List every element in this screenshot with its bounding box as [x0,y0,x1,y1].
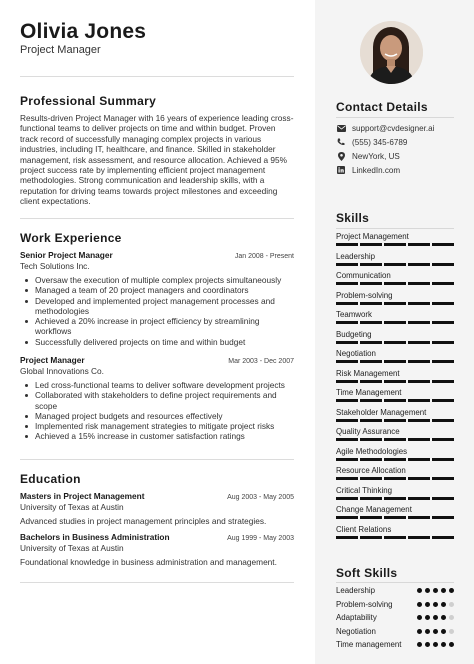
skill-level-segment [432,477,454,480]
skill-level-segment [336,321,358,324]
skill-level-segment [432,263,454,266]
skill-level-segment [408,263,430,266]
rating-dot [425,629,430,634]
skill-level-segment [360,438,382,441]
divider [336,582,454,583]
skill-level-segment [360,302,382,305]
contact-text: NewYork, US [352,151,400,161]
skill-level-bar [336,438,454,441]
skill-item [336,525,454,545]
contact-text: support@cvdesigner.ai [352,123,435,133]
skill-label: Problem-solving [336,290,393,300]
skill-level-segment [408,282,430,285]
email-icon [336,123,346,133]
skill-level-segment [384,458,406,461]
skill-label: Change Management [336,505,412,514]
skill-level-segment [432,438,454,441]
skill-level-segment [384,263,406,266]
skill-level-bar [336,263,454,266]
skill-level-segment [408,360,430,363]
soft-skill-item [336,586,454,600]
skill-level-segment [360,419,382,422]
skill-level-segment [384,321,406,324]
rating-dot [449,602,454,607]
skill-item [336,486,454,506]
contact-linkedin[interactable] [336,163,454,177]
soft-skill-rating [417,615,454,620]
skills-list [336,232,454,544]
bullet-item: Implemented risk management strategies to mitigate project risks [20,421,294,431]
rating-dot [441,642,446,647]
rating-dot [433,629,438,634]
job-entry [20,355,294,442]
skill-level-segment [360,321,382,324]
rating-dot [425,602,430,607]
skill-level-segment [384,360,406,363]
skill-label: Stakeholder Management [336,407,427,417]
skill-level-segment [360,360,382,363]
education-description: Foundational knowledge in business administration and management. [20,557,277,567]
rating-dot [417,629,422,634]
skill-level-bar [336,477,454,480]
rating-dot [417,642,422,647]
skills-heading: Skills [336,211,370,225]
skill-item [336,447,454,467]
divider [20,582,294,583]
skill-level-segment [360,341,382,344]
skill-level-segment [336,282,358,285]
skill-level-segment [384,380,406,383]
skill-level-segment [384,243,406,246]
contact-text: LinkedIn.com [352,165,401,175]
skill-level-bar [336,282,454,285]
education-date: Aug 2003 - May 2005 [227,494,294,501]
skill-item [336,388,454,408]
skill-level-segment [360,263,382,266]
skill-level-segment [360,380,382,383]
skill-label: Resource Allocation [336,466,406,475]
skill-label: Teamwork [336,310,372,319]
skill-level-segment [360,536,382,539]
skill-level-bar [336,536,454,539]
rating-dot [417,615,422,620]
soft-skill-item [336,600,454,614]
soft-skill-label: Problem-solving [336,599,393,609]
bullet-item: Led cross-functional teams to deliver software development projects [20,380,294,390]
skill-level-segment [360,458,382,461]
skill-level-segment [384,536,406,539]
rating-dot [449,615,454,620]
summary-text: Results-driven Project Manager with 16 years of experience leading cross-functional teams to deliver projects on time and within budget. Proven track record of successfully managing complex projects in various industries, including IT, healthcare, and finance. Skilled in stakeholder management, risk assessment, and resource allocation. Achieved a 95% project success rate by implementing efficient project management methodologies. Strong communication and leadership skills, with a reputation for driving teams towards project milestones and exceeding client expectations. [20,113,294,207]
skill-item [336,349,454,369]
skill-level-segment [384,477,406,480]
skill-level-segment [384,516,406,519]
rating-dot [441,629,446,634]
skill-level-segment [360,497,382,500]
skill-level-segment [408,477,430,480]
linkedin-icon [336,165,346,175]
soft-skill-item [336,627,454,641]
job-bullets [20,275,294,347]
degree: Masters in Project Management [20,491,145,501]
skill-level-segment [432,380,454,383]
skill-level-segment [408,302,430,305]
skill-level-bar [336,341,454,344]
education-date: Aug 1999 - May 2003 [227,535,294,542]
skill-level-segment [336,497,358,500]
skill-level-segment [432,458,454,461]
skill-level-segment [408,380,430,383]
skill-level-segment [432,497,454,500]
phone-icon [336,137,346,147]
contact-phone[interactable] [336,135,454,149]
skill-label: Time Management [336,388,402,397]
rating-dot [449,642,454,647]
skill-level-segment [408,321,430,324]
skill-label: Critical Thinking [336,485,392,495]
skill-level-bar [336,399,454,402]
skill-level-segment [432,282,454,285]
job-date: Jan 2008 - Present [234,253,294,260]
education-description: Advanced studies in project management principles and strategies. [20,516,267,526]
soft-skill-label: Leadership [336,586,376,595]
profile-photo [360,21,423,84]
skill-label: Budgeting [336,329,372,339]
rating-dot [449,588,454,593]
skill-level-segment [360,477,382,480]
skill-level-bar [336,497,454,500]
job-date: Mar 2003 - Dec 2007 [228,358,294,365]
skill-level-segment [336,477,358,480]
skill-level-segment [408,497,430,500]
divider [20,218,294,219]
skill-level-segment [360,243,382,246]
skill-level-segment [336,380,358,383]
rating-dot [441,615,446,620]
skill-level-segment [432,399,454,402]
skill-item [336,310,454,330]
degree: Bachelors in Business Administration [20,532,170,542]
soft-skills-list [336,586,454,654]
education-entry [20,532,294,567]
school: University of Texas at Austin [20,502,124,512]
soft-skill-label: Adaptability [336,613,377,623]
skill-level-segment [408,458,430,461]
contact-email[interactable] [336,121,454,135]
bullet-item: Oversaw the execution of multiple complex projects simultaneously [20,275,294,285]
bullet-item: Achieved a 20% increase in project efficiency by streamlining workflows [20,316,294,337]
rating-dot [433,642,438,647]
skill-level-segment [432,419,454,422]
rating-dot [417,602,422,607]
skill-level-segment [336,419,358,422]
skill-level-segment [408,419,430,422]
divider [20,76,294,77]
soft-skill-label: Negotiation [336,626,376,636]
contact-list [336,121,454,177]
divider [20,459,294,460]
bullet-item: Collaborated with stakeholders to define project requirements and scope [20,390,294,411]
skill-level-segment [360,399,382,402]
bullet-item: Successfully delivered projects on time and within budget [20,337,294,347]
candidate-title: Project Manager [20,44,101,56]
skill-level-bar [336,380,454,383]
skill-label: Risk Management [336,368,400,378]
skill-level-segment [408,243,430,246]
contact-text: (555) 345-6789 [352,137,408,147]
bullet-item: Managed a team of 20 project managers and coordinators [20,285,294,295]
skill-level-segment [360,516,382,519]
job-company: Tech Solutions Inc. [20,261,90,271]
rating-dot [449,629,454,634]
skill-item [336,408,454,428]
skill-item [336,291,454,311]
skill-item [336,427,454,447]
skill-label: Negotiation [336,349,376,358]
bullet-item: Managed project budgets and resources effectively [20,411,294,421]
skill-item [336,466,454,486]
skill-level-segment [384,497,406,500]
soft-skills-heading: Soft Skills [336,566,398,580]
skill-level-bar [336,516,454,519]
soft-skill-rating [417,588,454,593]
skill-level-segment [336,263,358,266]
skill-level-segment [408,438,430,441]
skill-level-segment [336,458,358,461]
contact-heading: Contact Details [336,100,428,114]
skill-item [336,330,454,350]
skill-level-bar [336,419,454,422]
bullet-item: Achieved a 15% increase in customer satisfaction ratings [20,431,294,441]
rating-dot [417,588,422,593]
job-entry [20,250,294,347]
skill-level-segment [432,360,454,363]
divider [336,117,454,118]
skill-level-segment [432,302,454,305]
skill-level-segment [336,438,358,441]
location-icon [336,151,346,161]
soft-skill-label: Time management [336,640,402,650]
skill-level-bar [336,458,454,461]
skill-level-segment [408,399,430,402]
bullet-item: Developed and implemented project management processes and methodologies [20,296,294,317]
skill-level-bar [336,321,454,324]
skill-item [336,232,454,252]
experience-heading: Work Experience [20,231,122,245]
education-heading: Education [20,472,81,486]
skill-level-segment [408,341,430,344]
skill-level-segment [432,516,454,519]
skill-level-segment [408,516,430,519]
skill-label: Leadership [336,251,376,261]
candidate-name: Olivia Jones [20,20,147,43]
job-title: Senior Project Manager [20,250,113,260]
skill-level-segment [336,302,358,305]
rating-dot [433,615,438,620]
skill-label: Client Relations [336,524,392,534]
school: University of Texas at Austin [20,543,124,553]
skill-level-bar [336,360,454,363]
skill-level-bar [336,302,454,305]
skill-item [336,271,454,291]
skill-level-segment [360,282,382,285]
skill-level-segment [432,243,454,246]
skill-level-segment [384,419,406,422]
skill-label: Project Management [336,232,409,241]
rating-dot [425,615,430,620]
divider [336,228,454,229]
skill-level-segment [336,399,358,402]
soft-skill-rating [417,602,454,607]
skill-label: Communication [336,271,391,280]
portrait-image [360,21,423,84]
skill-level-segment [384,302,406,305]
skill-level-segment [384,341,406,344]
skill-item [336,505,454,525]
skill-level-bar [336,243,454,246]
soft-skill-rating [417,629,454,634]
skill-level-segment [384,399,406,402]
skill-level-segment [336,341,358,344]
skill-label: Agile Methodologies [336,446,408,456]
skill-label: Quality Assurance [336,427,400,436]
rating-dot [441,588,446,593]
skill-item [336,252,454,272]
skill-level-segment [336,536,358,539]
rating-dot [425,642,430,647]
job-bullets [20,380,294,442]
skill-level-segment [408,536,430,539]
soft-skill-item [336,613,454,627]
skill-level-segment [432,536,454,539]
skill-level-segment [432,341,454,344]
summary-heading: Professional Summary [20,94,157,108]
skill-level-segment [432,321,454,324]
rating-dot [433,602,438,607]
rating-dot [425,588,430,593]
skill-level-segment [384,282,406,285]
rating-dot [433,588,438,593]
contact-location [336,149,454,163]
skill-item [336,369,454,389]
rating-dot [441,602,446,607]
skill-level-segment [336,243,358,246]
skill-level-segment [336,360,358,363]
skill-level-segment [384,438,406,441]
skill-level-segment [336,516,358,519]
job-title: Project Manager [20,355,85,365]
job-company: Global Innovations Co. [20,366,104,376]
soft-skill-item [336,640,454,654]
soft-skill-rating [417,642,454,647]
education-entry [20,491,294,526]
